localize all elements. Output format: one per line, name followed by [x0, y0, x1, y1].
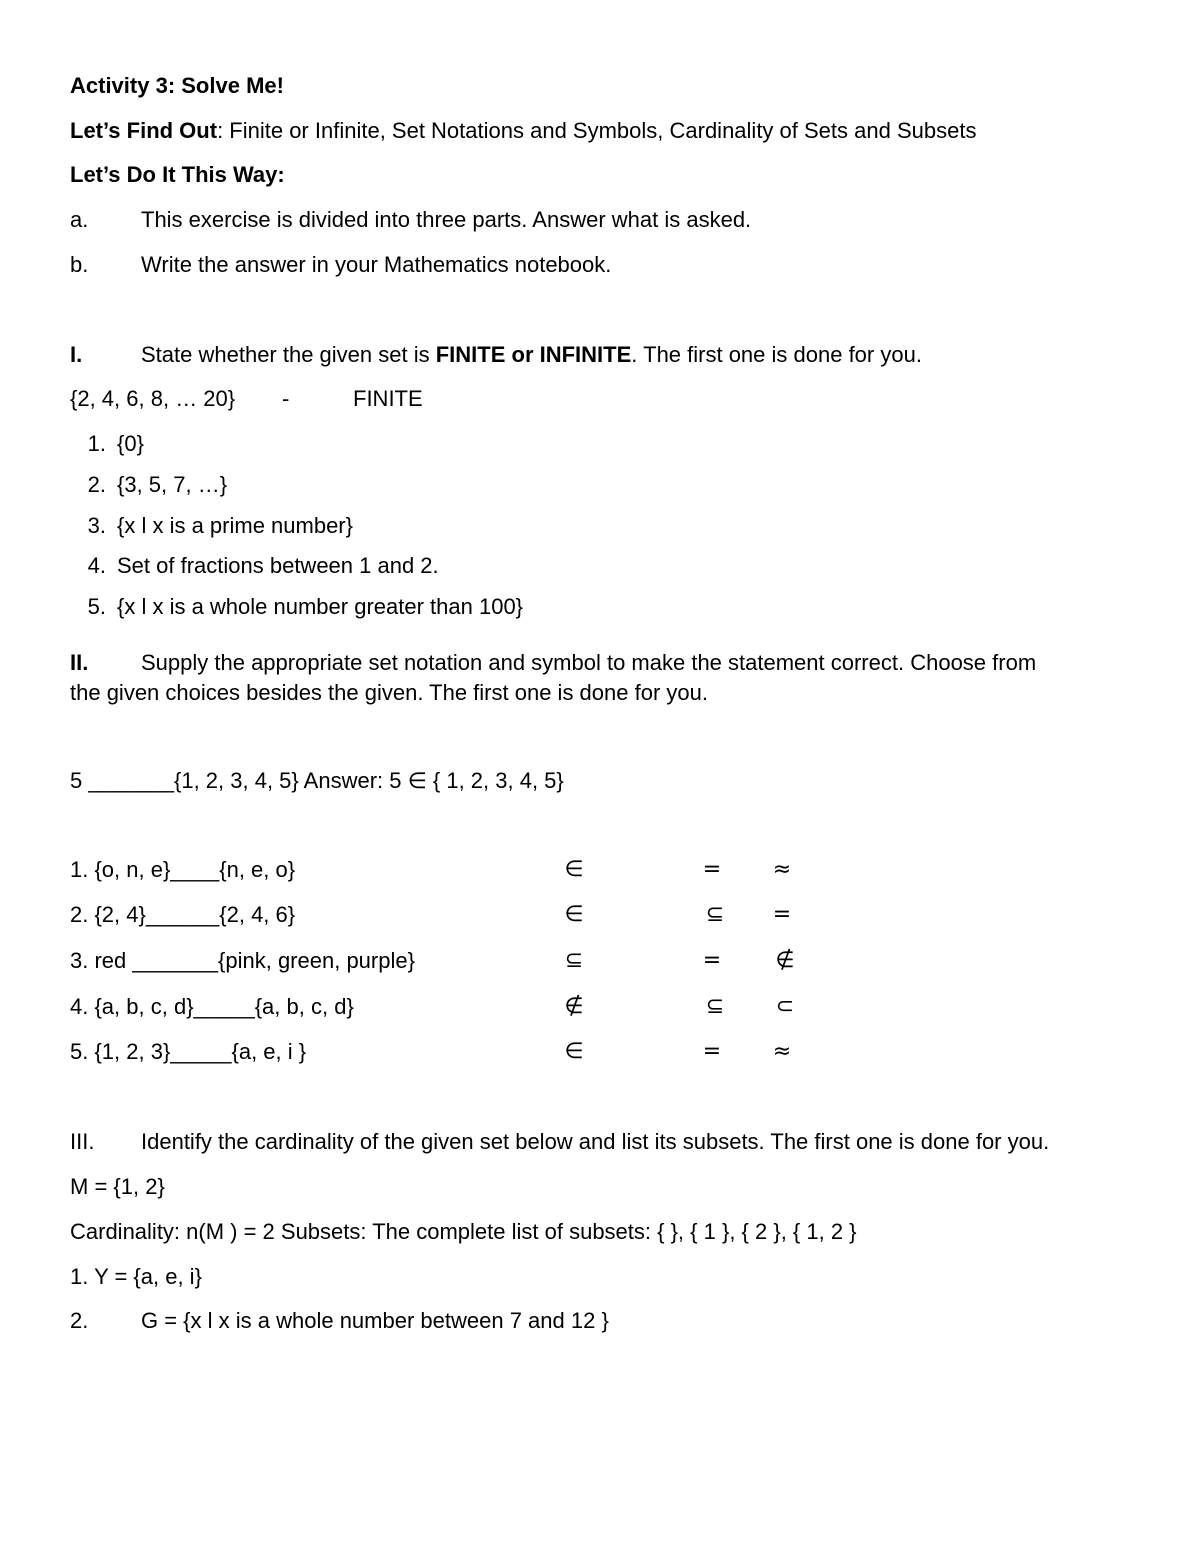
find-out-label: Let’s Find Out — [70, 118, 218, 143]
choice-symbol: ⊆ — [705, 902, 725, 927]
item-number: 5. — [87, 594, 106, 619]
item-number: 4. — [87, 553, 106, 578]
choice-symbol: = — [772, 902, 792, 927]
find-out-line — [70, 118, 976, 144]
item-text: G = {x l x is a whole number between 7 and 12 } — [141, 1308, 609, 1333]
part3-text: Identify the cardinality of the given set below and list its subsets. The first one is done for you. — [141, 1129, 1050, 1154]
part3-example-answer: Cardinality: n(M ) = 2 Subsets: The complete list of subsets: { }, { 1 }, { 2 }, { 1, 2 } — [70, 1219, 857, 1244]
item-text: {x l x is a prime number} — [117, 513, 353, 538]
item-number: 2. — [87, 472, 106, 497]
choice-symbol: ⊆ — [564, 948, 584, 973]
choice-symbol: ⊂ — [775, 994, 795, 1019]
part2-item — [70, 857, 1130, 885]
part3-item-1: 1. Y = {a, e, i} — [70, 1264, 202, 1289]
item-text: Set of fractions between 1 and 2. — [117, 553, 439, 578]
part3-item-2 — [70, 1308, 609, 1334]
find-out-text: : Finite or Infinite, Set Notations and Symbols, Cardinality of Sets and Subsets — [217, 118, 977, 143]
part1-item — [70, 472, 227, 498]
part1-example-answer: FINITE — [353, 386, 423, 411]
choice-symbol: ∉ — [564, 994, 584, 1019]
part2-item — [70, 1039, 1130, 1067]
part2-line1 — [70, 648, 1130, 678]
part2-item — [70, 948, 1130, 976]
part2-numeral: II. — [70, 650, 89, 675]
instruction-a — [70, 207, 751, 233]
part2-heading — [70, 648, 1130, 708]
part1-example-set: {2, 4, 6, 8, … 20} — [70, 386, 236, 411]
item-number: 2. — [70, 1308, 89, 1333]
item-text: 5. {1, 2, 3}_____{a, e, i } — [70, 1039, 307, 1064]
item-text: {0} — [117, 431, 144, 456]
choice-symbol: ≈ — [772, 1039, 792, 1064]
item-text: 1. {o, n, e}____{n, e, o} — [70, 857, 296, 882]
item-text: 3. red _______{pink, green, purple} — [70, 948, 415, 973]
part2-text-line1: Supply the appropriate set notation and symbol to make the statement correct. Choose from — [141, 650, 1037, 675]
activity-title: Activity 3: Solve Me! — [70, 73, 284, 98]
choice-symbol: ≈ — [772, 857, 792, 882]
part1-text-bold: FINITE or INFINITE — [435, 342, 632, 367]
item-number: 3. — [87, 513, 106, 538]
part1-text-before: State whether the given set is — [141, 342, 436, 367]
part1-example-dash: - — [282, 386, 290, 411]
choice-symbol: ⊆ — [705, 994, 725, 1019]
instruction-marker: a. — [70, 207, 89, 232]
part3-numeral: III. — [70, 1129, 95, 1154]
part1-item — [70, 513, 353, 539]
choice-symbol: = — [702, 857, 722, 882]
choice-symbol: ∈ — [564, 857, 584, 882]
part3-example-set: M = {1, 2} — [70, 1174, 165, 1199]
part1-item — [70, 431, 144, 457]
item-text: 4. {a, b, c, d}_____{a, b, c, d} — [70, 994, 354, 1019]
part2-item — [70, 994, 1130, 1022]
part1-item — [70, 594, 523, 620]
item-text: {3, 5, 7, …} — [117, 472, 228, 497]
part1-item — [70, 553, 439, 579]
item-text: 2. {2, 4}______{2, 4, 6} — [70, 902, 296, 927]
part2-item — [70, 902, 1130, 930]
choice-symbol: ∈ — [564, 902, 584, 927]
instruction-b — [70, 252, 611, 278]
part1-numeral: I. — [70, 342, 83, 367]
instruction-marker: b. — [70, 252, 89, 277]
part1-heading — [70, 342, 922, 368]
do-it-label: Let’s Do It This Way: — [70, 162, 285, 187]
part2-example: 5 _______{1, 2, 3, 4, 5} Answer: 5 ∈ { 1, 2, 3, 4, 5} — [70, 768, 564, 793]
choice-symbol: = — [702, 1039, 722, 1064]
instruction-text: This exercise is divided into three parts. Answer what is asked. — [141, 207, 752, 232]
choice-symbol: ∉ — [775, 948, 795, 973]
choice-symbol: = — [702, 948, 722, 973]
part2-text-line2: the given choices besides the given. The first one is done for you. — [70, 680, 708, 705]
instruction-text: Write the answer in your Mathematics notebook. — [141, 252, 612, 277]
choice-symbol: ∈ — [564, 1039, 584, 1064]
part1-example — [70, 386, 423, 412]
part3-heading — [70, 1129, 1049, 1155]
item-number: 1. — [87, 431, 106, 456]
part1-text-after: . The first one is done for you. — [631, 342, 922, 367]
item-text: {x l x is a whole number greater than 100} — [117, 594, 524, 619]
